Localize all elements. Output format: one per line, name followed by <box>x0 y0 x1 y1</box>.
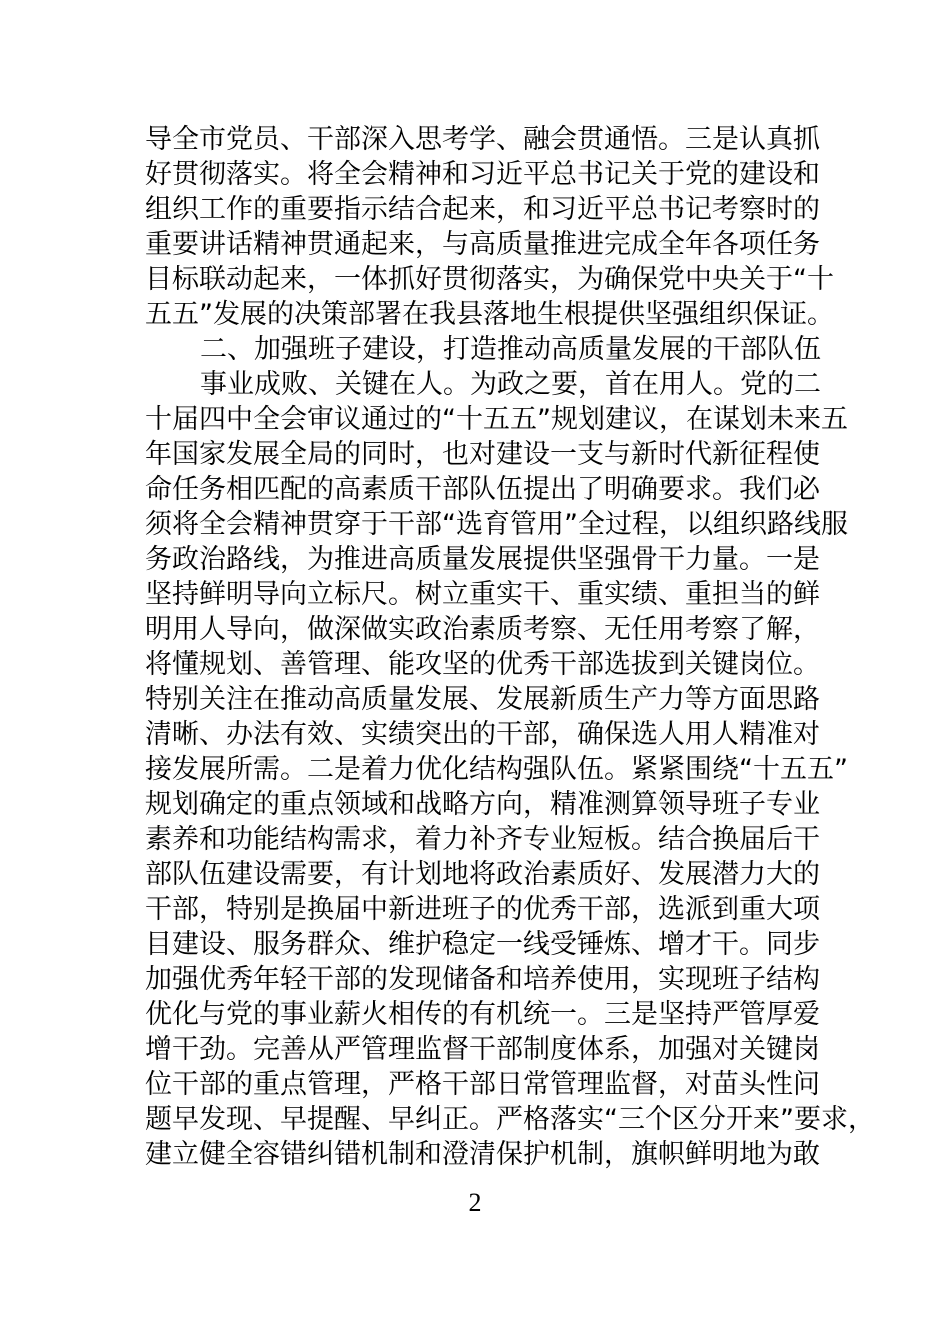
text-line: 特别关注在推动高质量发展、发展新质生产力等方面思路 <box>145 684 820 715</box>
text-line: 加强优秀年轻干部的发现储备和培养使用，实现班子结构 <box>145 964 820 995</box>
text-line: 目建设、服务群众、维护稳定一线受锤炼、增才干。同步 <box>145 929 820 960</box>
text-line: 题早发现、早提醒、早纠正。严格落实“三个区分开来”要求， <box>145 1104 875 1135</box>
text-line: 部队伍建设需要，有计划地将政治素质好、发展潜力大的 <box>145 859 820 890</box>
text-line: 明用人导向，做深做实政治素质考察、无任用考察了解， <box>145 614 820 645</box>
text-line: 须将全会精神贯穿于干部“选育管用”全过程，以组织路线服 <box>145 509 848 540</box>
text-line: 十届四中全会审议通过的“十五五”规划建议，在谋划未来五 <box>145 404 848 435</box>
text-line: 重要讲话精神贯通起来，与高质量推进完成全年各项任务 <box>145 229 820 260</box>
text-line: 目标联动起来，一体抓好贯彻落实，为确保党中央关于“十 <box>145 264 834 295</box>
text-line: 素养和功能结构需求，着力补齐专业短板。结合换届后干 <box>145 824 820 855</box>
text-line: 建立健全容错纠错机制和澄清保护机制，旗帜鲜明地为敢 <box>145 1139 820 1170</box>
text-line: 将懂规划、善管理、能攻坚的优秀干部选拔到关键岗位。 <box>145 649 820 680</box>
document-body <box>145 122 875 1172</box>
text-line: 接发展所需。二是着力优化结构强队伍。紧紧围绕“十五五” <box>145 754 848 785</box>
text-line: 事业成败、关键在人。为政之要，首在用人。党的二 <box>200 369 821 400</box>
text-line: 务政治路线，为推进高质量发展提供坚强骨干力量。一是 <box>145 544 820 575</box>
text-line: 坚持鲜明导向立标尺。树立重实干、重实绩、重担当的鲜 <box>145 579 820 610</box>
section-heading: 二、加强班子建设，打造推动高质量发展的干部队伍 <box>200 334 821 365</box>
text-line: 组织工作的重要指示结合起来，和习近平总书记考察时的 <box>145 194 820 225</box>
text-line: 导全市党员、干部深入思考学、融会贯通悟。三是认真抓 <box>145 124 820 155</box>
text-line: 好贯彻落实。将全会精神和习近平总书记关于党的建设和 <box>145 159 820 190</box>
text-line: 清晰、办法有效、实绩突出的干部，确保选人用人精准对 <box>145 719 820 750</box>
page-number: 2 <box>468 1188 482 1217</box>
text-line: 规划确定的重点领域和战略方向，精准测算领导班子专业 <box>145 789 820 820</box>
text-line: 五五”发展的决策部署在我县落地生根提供坚强组织保证。 <box>145 299 834 330</box>
text-line: 增干劲。完善从严管理监督干部制度体系，加强对关键岗 <box>145 1034 820 1065</box>
text-line: 优化与党的事业薪火相传的有机统一。三是坚持严管厚爱 <box>145 999 820 1030</box>
text-line: 位干部的重点管理，严格干部日常管理监督，对苗头性问 <box>145 1069 820 1100</box>
text-line: 年国家发展全局的同时，也对建设一支与新时代新征程使 <box>145 439 820 470</box>
text-line: 命任务相匹配的高素质干部队伍提出了明确要求。我们必 <box>145 474 820 505</box>
text-line: 干部，特别是换届中新进班子的优秀干部，选派到重大项 <box>145 894 820 925</box>
